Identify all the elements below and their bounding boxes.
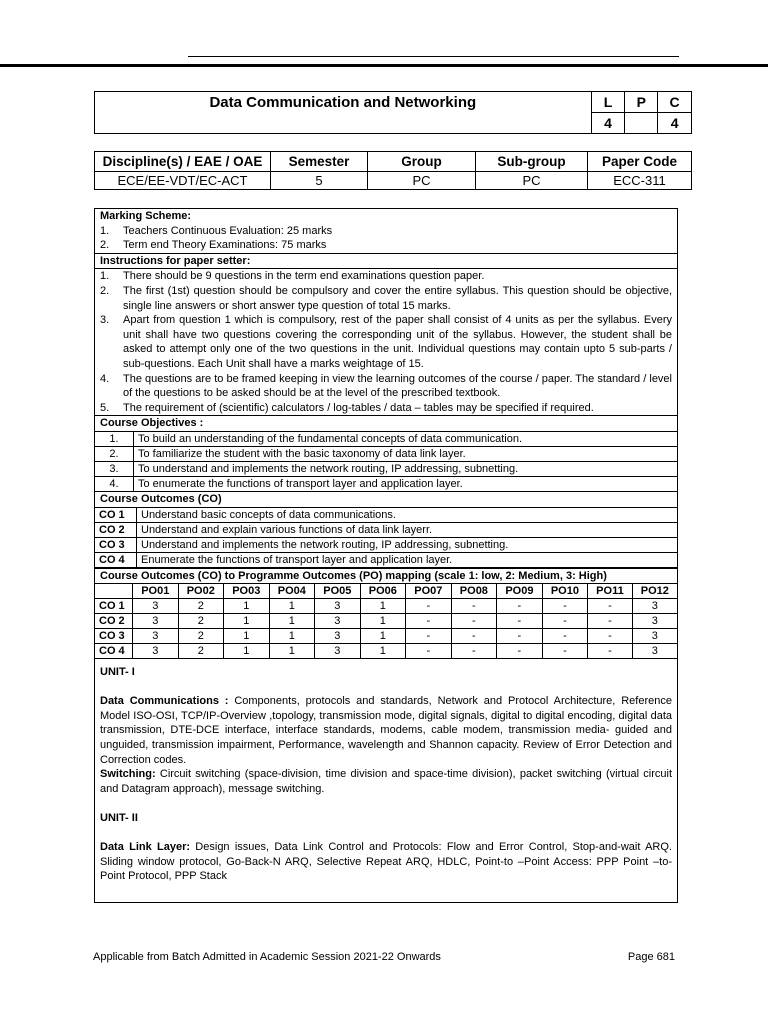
list-item (100, 313, 672, 371)
objective-number: 2. (95, 446, 134, 461)
item-text: The first (1st) question should be compulsory and cover the entire syllabus. This question should be objective, single line answers or short answer type question of total 15 marks. (123, 284, 672, 312)
mapping-header-row (95, 584, 677, 599)
discipline-table (94, 151, 692, 190)
list-item (100, 238, 672, 253)
mapping-cell: 1 (224, 644, 270, 659)
co-text: Understand basic concepts of data communications. (137, 508, 678, 523)
table-row (95, 522, 677, 537)
p-value (625, 113, 658, 134)
data-communications-text: Components, protocols and standards, Network and Protocol Architecture, Reference Model ISO-OSI, TCP/IP-Overview ,topology, transmission mode, digital signals, digital to digital encoding, digital data transmission, DTE-DCE interface, interface standards, modems, cable modem, transmission media- guided and unguided, transmission impairment, Performance, wavelength and Shannon capacity. Review of Error Detection and Correction codes. (100, 695, 672, 766)
l-value: 4 (591, 113, 625, 134)
course-title-table (94, 91, 692, 134)
mapping-cell: 3 (133, 599, 179, 614)
mapping-cell: 1 (224, 629, 270, 644)
item-text: There should be 9 questions in the term end examinations question paper. (123, 270, 485, 283)
mapping-row-label: CO 4 (95, 644, 133, 659)
mapping-cell: - (497, 644, 543, 659)
table-row (95, 537, 677, 552)
mapping-header-cell: PO08 (451, 584, 497, 599)
item-text: The questions are to be framed keeping in view the learning outcomes of the course / paper. The standard / level of the questions to be asked should be at the level of the prescribed textbook. (123, 372, 672, 400)
outcomes-table (95, 508, 677, 568)
mapping-cell: 1 (224, 599, 270, 614)
objective-text: To understand and implements the network routing, IP addressing, subnetting. (134, 461, 678, 476)
mapping-cell: 1 (360, 629, 406, 644)
mapping-cell: - (542, 629, 588, 644)
outcomes-heading: Course Outcomes (CO) (95, 492, 677, 508)
mapping-cell: 3 (632, 629, 677, 644)
mapping-cell: - (406, 629, 452, 644)
instructions-heading: Instructions for paper setter: (95, 254, 677, 270)
c-value: 4 (658, 113, 692, 134)
mapping-cell: - (588, 629, 633, 644)
mapping-cell: - (406, 614, 452, 629)
mapping-cell: - (451, 644, 497, 659)
table-row (95, 446, 677, 461)
mapping-cell: 2 (178, 614, 224, 629)
mapping-heading: Course Outcomes (CO) to Programme Outcomes (PO) mapping (scale 1: low, 2: Medium, 3: High) (95, 568, 677, 585)
item-number: 4. (100, 372, 110, 385)
data-communications-label: Data Communications : (100, 695, 229, 708)
mapping-cell: 3 (315, 629, 361, 644)
list-item (100, 401, 672, 416)
mapping-header-cell: PO05 (315, 584, 361, 599)
switching-text: Circuit switching (space-division, time division and space-time division), packet switching (virtual circuit and Datagram approach), message switching. (100, 768, 672, 795)
co-text: Understand and explain various functions of data link layerr. (137, 522, 678, 537)
mapping-cell: - (497, 599, 543, 614)
mapping-header-cell: PO01 (133, 584, 179, 599)
mapping-cell: - (406, 644, 452, 659)
mapping-cell: - (588, 614, 633, 629)
group-header: Group (368, 152, 476, 172)
paper-code-value: ECC-311 (588, 172, 692, 190)
co-text: Enumerate the functions of transport layer and application layer. (137, 552, 678, 567)
mapping-cell: - (497, 614, 543, 629)
subgroup-header: Sub-group (476, 152, 588, 172)
mapping-cell: 1 (224, 614, 270, 629)
objective-text: To enumerate the functions of transport layer and application layer. (134, 476, 678, 491)
mapping-header-cell: PO09 (497, 584, 543, 599)
mapping-cell: - (451, 599, 497, 614)
mapping-row-label: CO 2 (95, 614, 133, 629)
unit-1-title: UNIT- I (100, 666, 135, 679)
objective-number: 3. (95, 461, 134, 476)
item-text: Teachers Continuous Evaluation: 25 marks (123, 224, 333, 237)
switching-label: Switching: (100, 768, 156, 781)
item-number: 1. (100, 270, 110, 283)
header-rule-thick (0, 64, 768, 67)
item-text: Term end Theory Examinations: 75 marks (123, 239, 327, 252)
mapping-cell: 3 (133, 644, 179, 659)
table-row (95, 599, 677, 614)
item-text: The requirement of (scientific) calculators / log-tables / data – tables may be specified if required. (123, 401, 594, 414)
mapping-cell: 3 (315, 644, 361, 659)
mapping-cell: 3 (632, 614, 677, 629)
mapping-header-cell: PO12 (632, 584, 677, 599)
mapping-header-cell: PO10 (542, 584, 588, 599)
objective-text: To build an understanding of the fundamental concepts of data communication. (134, 432, 678, 447)
discipline-header: Discipline(s) / EAE / OAE (95, 152, 271, 172)
switching-paragraph (100, 767, 672, 796)
item-number: 2. (100, 239, 110, 252)
mapping-header-cell: PO04 (269, 584, 315, 599)
item-number: 1. (100, 224, 110, 237)
co-po-mapping-table (95, 584, 677, 659)
mapping-cell: 1 (360, 599, 406, 614)
table-row (95, 476, 677, 491)
p-label: P (625, 92, 658, 113)
mapping-row-label: CO 1 (95, 599, 133, 614)
mapping-header-cell: PO07 (406, 584, 452, 599)
mapping-cell: - (588, 599, 633, 614)
instructions-section (95, 269, 677, 416)
co-code: CO 1 (95, 508, 137, 523)
mapping-cell: 2 (178, 599, 224, 614)
mapping-cell: - (451, 629, 497, 644)
mapping-row-label: CO 3 (95, 629, 133, 644)
table-row (95, 629, 677, 644)
list-item (100, 224, 672, 239)
mapping-cell: - (542, 614, 588, 629)
co-code: CO 4 (95, 552, 137, 567)
table-row (95, 614, 677, 629)
mapping-cell: - (542, 599, 588, 614)
objective-number: 1. (95, 432, 134, 447)
table-row (95, 552, 677, 567)
c-label: C (658, 92, 692, 113)
mapping-cell: 1 (269, 614, 315, 629)
mapping-header-cell (95, 584, 133, 599)
item-text: Apart from question 1 which is compulsory, rest of the paper shall consist of 4 units as per the syllabus. Every unit shall have two questions covering the corresponding unit of the syllabus. However, the student shall be asked to attempt only one of the two questions in the unit. Individual questions may contain upto 5 sub-parts / sub-questions. Each Unit shall have a marks weightage of 15. (123, 314, 672, 370)
course-title: Data Communication and Networking (95, 92, 592, 134)
mapping-cell: - (406, 599, 452, 614)
item-number: 2. (100, 284, 110, 297)
mapping-cell: - (542, 644, 588, 659)
table-row (95, 432, 677, 447)
units-section (95, 659, 677, 884)
co-code: CO 2 (95, 522, 137, 537)
data-link-layer-text: Design issues, Data Link Control and Protocols: Flow and Error Control, Stop-and-wait ARQ. Sliding window protocol, Go-Back-N ARQ, Selective Repeat ARQ, HDLC, Point-to –Point Access: PPP Point –to- Point Protocol, PPP Stack (100, 841, 672, 883)
co-code: CO 3 (95, 537, 137, 552)
list-item (100, 269, 672, 284)
mapping-cell: 1 (269, 599, 315, 614)
mapping-cell: 3 (315, 599, 361, 614)
syllabus-box (94, 208, 678, 903)
mapping-cell: - (451, 614, 497, 629)
footer-applicability: Applicable from Batch Admitted in Academic Session 2021-22 Onwards (93, 951, 441, 963)
mapping-cell: 3 (632, 644, 677, 659)
discipline-value: ECE/EE-VDT/EC-ACT (95, 172, 271, 190)
mapping-cell: 2 (178, 644, 224, 659)
mapping-cell: - (588, 644, 633, 659)
mapping-cell: 3 (315, 614, 361, 629)
table-row (95, 461, 677, 476)
marking-scheme-section (95, 209, 677, 254)
mapping-cell: 1 (269, 629, 315, 644)
semester-header: Semester (271, 152, 368, 172)
data-link-layer-paragraph (100, 840, 672, 884)
objective-number: 4. (95, 476, 134, 491)
mapping-cell: 3 (133, 629, 179, 644)
mapping-header-cell: PO02 (178, 584, 224, 599)
paper-code-header: Paper Code (588, 152, 692, 172)
group-value: PC (368, 172, 476, 190)
item-number: 3. (100, 314, 110, 327)
semester-value: 5 (271, 172, 368, 190)
objectives-table (95, 432, 677, 492)
objective-text: To familiarize the student with the basic taxonomy of data link layer. (134, 446, 678, 461)
mapping-header-cell: PO03 (224, 584, 270, 599)
list-item (100, 372, 672, 401)
header-rule-thin (188, 56, 679, 57)
footer-page-number: Page 681 (627, 951, 675, 963)
table-row (95, 644, 677, 659)
mapping-cell: 1 (360, 644, 406, 659)
data-link-layer-label: Data Link Layer: (100, 841, 191, 854)
marking-scheme-heading: Marking Scheme: (100, 210, 192, 222)
mapping-cell: - (497, 629, 543, 644)
unit-2-title: UNIT- II (100, 812, 138, 825)
objectives-heading: Course Objectives : (95, 416, 677, 432)
mapping-header-cell: PO06 (360, 584, 406, 599)
data-communications-paragraph (100, 694, 672, 767)
co-text: Understand and implements the network routing, IP addressing, subnetting. (137, 537, 678, 552)
mapping-cell: 2 (178, 629, 224, 644)
table-row (95, 508, 677, 523)
mapping-cell: 3 (133, 614, 179, 629)
item-number: 5. (100, 401, 110, 414)
mapping-cell: 3 (632, 599, 677, 614)
subgroup-value: PC (476, 172, 588, 190)
mapping-cell: 1 (360, 614, 406, 629)
list-item (100, 284, 672, 313)
mapping-cell: 1 (269, 644, 315, 659)
mapping-header-cell: PO11 (588, 584, 633, 599)
l-label: L (591, 92, 625, 113)
